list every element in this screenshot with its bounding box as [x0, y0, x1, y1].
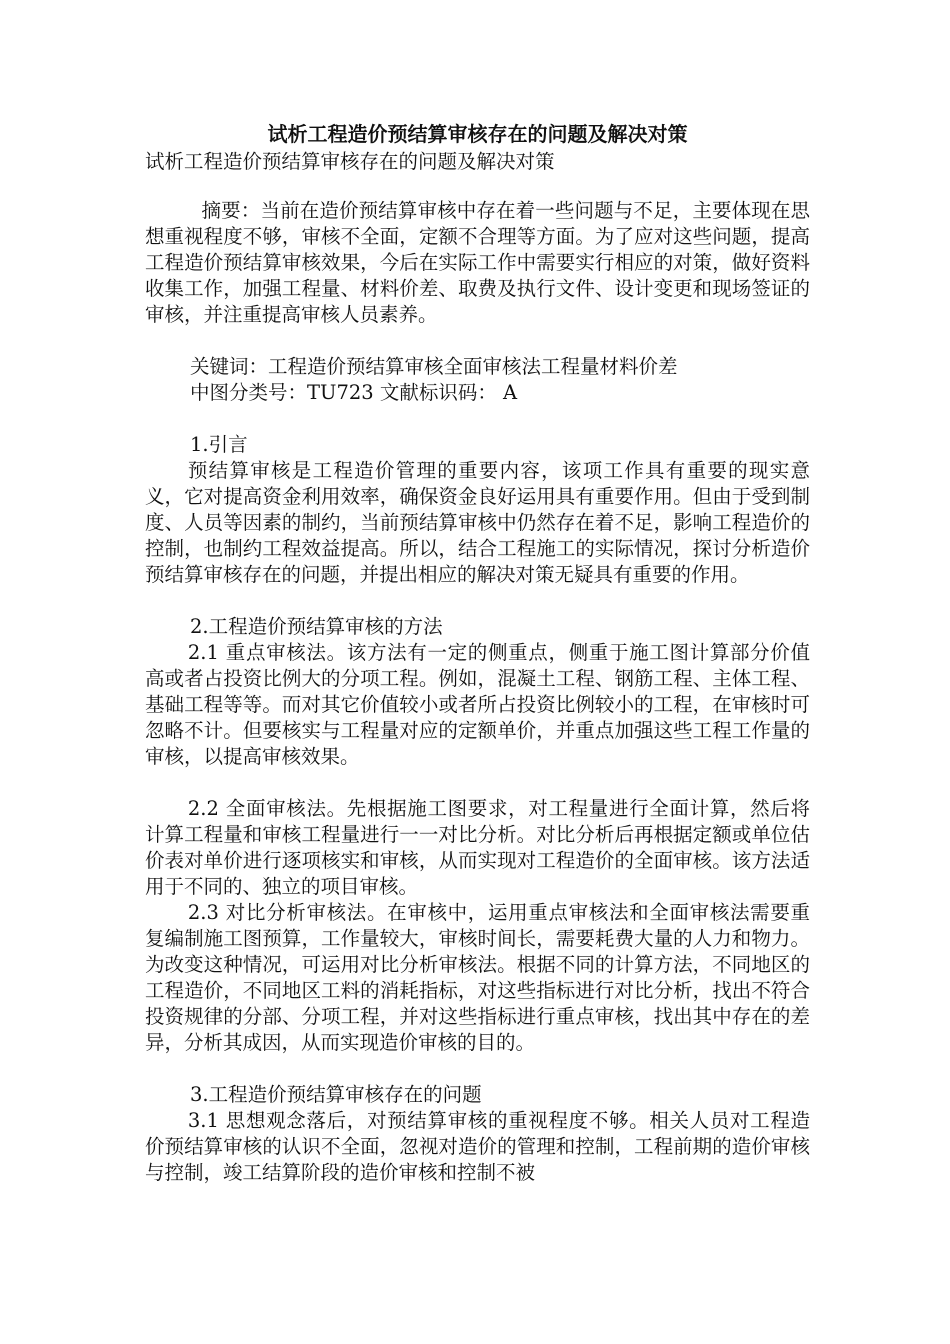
section-2-heading: 2.工程造价预结算审核的方法	[190, 615, 443, 638]
section-1-body: 预结算审核是工程造价管理的重要内容，该项工作具有重要的现实意义，它对提高资金利用效率，确保资金良好运用具有重要作用。但由于受到制度、人员等因素的制约，当前预结算审核中仍然存在着不足，影响工程造价的控制，也制约工程效益提高。所以，结合工程施工的实际情况，探讨分析造价预结算审核存在的问题，并提出相应的解决对策无疑具有重要的作用。	[145, 459, 810, 586]
document-subtitle: 试析工程造价预结算审核存在的问题及解决对策	[145, 150, 555, 173]
document-page	[145, 120, 810, 1186]
section-3-heading: 3.工程造价预结算审核存在的问题	[190, 1083, 482, 1106]
classification-line: 中图分类号：TU723 文献标识码： A	[190, 381, 518, 404]
abstract-paragraph: 摘要：当前在造价预结算审核中存在着一些问题与不足，主要体现在思想重视程度不够，审核不全面，定额不合理等方面。为了应对这些问题，提高工程造价预结算审核效果，今后在实际工作中需要实行相应的对策，做好资料收集工作，加强工程量、材料价差、取费及执行文件、设计变更和现场签证的审核，并注重提高审核人员素养。	[145, 199, 810, 326]
document-title: 试析工程造价预结算审核存在的问题及解决对策	[267, 122, 688, 146]
spacer	[145, 588, 810, 614]
section-2-2-paragraph: 2.2 全面审核法。先根据施工图要求，对工程量进行全面计算，然后将计算工程量和审核工程量进行一一对比分析。对比分析后再根据定额或单位估价表对单价进行逐项核实和审核，从而实现对工程造价的全面审核。该方法适用于不同的、独立的项目审核。	[145, 797, 810, 898]
section-1-heading: 1.引言	[190, 433, 248, 456]
spacer	[145, 406, 810, 432]
spacer	[145, 176, 810, 198]
spacer	[145, 1056, 810, 1082]
spacer	[145, 770, 810, 796]
spacer	[145, 328, 810, 354]
section-3-1-paragraph: 3.1 思想观念落后，对预结算审核的重视程度不够。相关人员对工程造价预结算审核的认识不全面，忽视对造价的管理和控制，工程前期的造价审核与控制，竣工结算阶段的造价审核和控制不被	[145, 1109, 810, 1184]
section-2-3-paragraph: 2.3 对比分析审核法。在审核中，运用重点审核法和全面审核法需要重复编制施工图预算，工作量较大，审核时间长，需要耗费大量的人力和物力。为改变这种情况，可运用对比分析审核法。根据不同的计算方法，不同地区的工程造价，不同地区工料的消耗指标，对这些指标进行对比分析，找出不符合投资规律的分部、分项工程，并对这些指标进行重点审核，找出其中存在的差异，分析其成因，从而实现造价审核的目的。	[145, 901, 810, 1054]
section-2-1-paragraph: 2.1 重点审核法。该方法有一定的侧重点，侧重于施工图计算部分价值高或者占投资比例大的分项工程。例如，混凝土工程、钢筋工程、主体工程、基础工程等等。而对其它价值较小或者所占投资比例较小的工程，在审核时可忽略不计。但要核实与工程量对应的定额单价，并重点加强这些工程工作量的审核，以提高审核效果。	[145, 641, 810, 768]
keywords-line: 关键词：工程造价预结算审核全面审核法工程量材料价差	[190, 355, 678, 378]
